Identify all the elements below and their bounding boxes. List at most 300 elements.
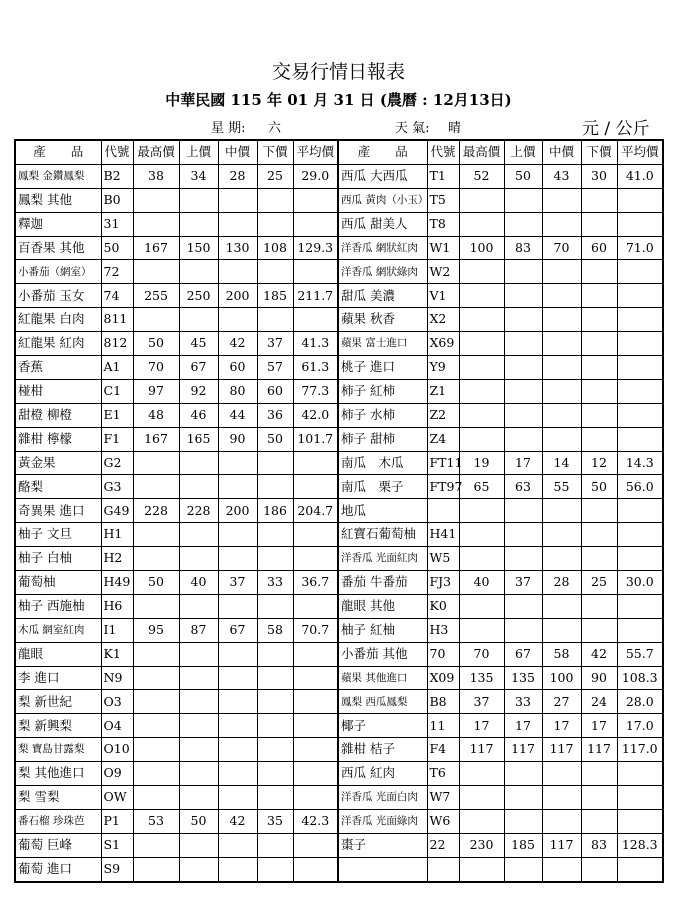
upper-price: 46 (179, 403, 218, 427)
table-row (15, 236, 663, 260)
average-price (293, 786, 338, 810)
upper-price: 83 (504, 236, 542, 260)
middle-price: 117 (542, 833, 581, 857)
product-name: 奇異果 進口 (15, 499, 101, 523)
lower-price: 60 (581, 236, 617, 260)
lower-price (581, 499, 617, 523)
product-name: 紅龍果 白肉 (15, 308, 101, 332)
lower-price: 12 (581, 451, 617, 475)
lower-price (581, 260, 617, 284)
middle-price (542, 284, 581, 308)
product-name: 梨 雪梨 (15, 786, 101, 810)
table-row (15, 475, 663, 499)
product-name: 柿子 水柿 (338, 403, 427, 427)
product-name: 葡萄 巨峰 (15, 833, 101, 857)
product-name: 南瓜 木瓜 (338, 451, 427, 475)
upper-price (179, 857, 218, 881)
lower-price: 17 (581, 714, 617, 738)
middle-price (542, 547, 581, 571)
upper-price: 185 (504, 833, 542, 857)
highest-price (133, 833, 179, 857)
middle-price: 14 (542, 451, 581, 475)
table-row (15, 738, 663, 762)
product-code (427, 499, 459, 523)
upper-price: 50 (504, 164, 542, 188)
upper-price (179, 833, 218, 857)
upper-price (179, 738, 218, 762)
average-price (617, 594, 663, 618)
header-middle-price: 中價 (218, 140, 257, 164)
middle-price: 27 (542, 690, 581, 714)
lower-price (581, 762, 617, 786)
highest-price (133, 857, 179, 881)
middle-price (542, 332, 581, 356)
product-code: B0 (101, 188, 133, 212)
product-name: 蘋果 秋香 (338, 308, 427, 332)
product-name: 小番茄（網室） (15, 260, 101, 284)
lower-price: 33 (257, 571, 293, 595)
upper-price: 33 (504, 690, 542, 714)
average-price (617, 762, 663, 786)
average-price (617, 379, 663, 403)
average-price (617, 332, 663, 356)
middle-price (218, 857, 257, 881)
product-code: H6 (101, 594, 133, 618)
table-row (15, 523, 663, 547)
lower-price: 58 (257, 618, 293, 642)
upper-price (504, 308, 542, 332)
weekday-label: 星 期: (211, 121, 246, 136)
upper-price (179, 690, 218, 714)
average-price: 77.3 (293, 379, 338, 403)
middle-price (542, 379, 581, 403)
highest-price (133, 308, 179, 332)
product-code (427, 857, 459, 881)
middle-price (542, 188, 581, 212)
middle-price (218, 475, 257, 499)
lower-price (581, 284, 617, 308)
product-code: O9 (101, 762, 133, 786)
product-name: 番石榴 珍珠芭 (15, 809, 101, 833)
lower-price (581, 308, 617, 332)
average-price (293, 714, 338, 738)
middle-price (542, 857, 581, 881)
weather-label: 天 氣: (395, 121, 430, 136)
upper-price (504, 523, 542, 547)
average-price: 14.3 (617, 451, 663, 475)
product-code: E1 (101, 403, 133, 427)
table-row (15, 762, 663, 786)
table-row (15, 164, 663, 188)
upper-price (179, 666, 218, 690)
lower-price (257, 714, 293, 738)
upper-price (504, 618, 542, 642)
product-code: G2 (101, 451, 133, 475)
average-price: 117.0 (617, 738, 663, 762)
product-code: W7 (427, 786, 459, 810)
middle-price (218, 188, 257, 212)
lower-price (257, 475, 293, 499)
product-code: K1 (101, 642, 133, 666)
product-code: Z4 (427, 427, 459, 451)
average-price (293, 642, 338, 666)
table-row (15, 332, 663, 356)
upper-price: 37 (504, 571, 542, 595)
highest-price (459, 786, 504, 810)
lower-price (257, 188, 293, 212)
product-code: O10 (101, 738, 133, 762)
highest-price (459, 594, 504, 618)
price-table-body (15, 140, 663, 882)
lower-price (581, 188, 617, 212)
upper-price (179, 188, 218, 212)
product-name: 柚子 文旦 (15, 523, 101, 547)
average-price (293, 857, 338, 881)
table-row (15, 188, 663, 212)
lower-price: 25 (257, 164, 293, 188)
highest-price (459, 379, 504, 403)
product-code: W2 (427, 260, 459, 284)
table-row (15, 666, 663, 690)
product-code: O4 (101, 714, 133, 738)
upper-price: 67 (504, 642, 542, 666)
highest-price (459, 618, 504, 642)
product-name: 龍眼 其他 (338, 594, 427, 618)
upper-price (504, 762, 542, 786)
product-name: 紅龍果 紅肉 (15, 332, 101, 356)
lower-price: 30 (581, 164, 617, 188)
upper-price: 17 (504, 451, 542, 475)
highest-price (459, 356, 504, 380)
highest-price: 167 (133, 427, 179, 451)
product-name: 柚子 白柚 (15, 547, 101, 571)
average-price (293, 738, 338, 762)
middle-price (542, 427, 581, 451)
table-row (15, 594, 663, 618)
highest-price (459, 260, 504, 284)
middle-price: 43 (542, 164, 581, 188)
average-price (617, 547, 663, 571)
highest-price: 65 (459, 475, 504, 499)
highest-price (459, 188, 504, 212)
average-price: 36.7 (293, 571, 338, 595)
weekday-value: 六 (268, 121, 282, 136)
lower-price (257, 212, 293, 236)
highest-price (459, 499, 504, 523)
upper-price: 34 (179, 164, 218, 188)
table-row (15, 308, 663, 332)
highest-price: 17 (459, 714, 504, 738)
highest-price: 97 (133, 379, 179, 403)
highest-price (133, 523, 179, 547)
product-code: G3 (101, 475, 133, 499)
product-code: N9 (101, 666, 133, 690)
upper-price (179, 642, 218, 666)
lower-price (257, 738, 293, 762)
product-name: 釋迦 (15, 212, 101, 236)
lower-price: 25 (581, 571, 617, 595)
middle-price (218, 523, 257, 547)
middle-price: 42 (218, 809, 257, 833)
average-price: 41.0 (617, 164, 663, 188)
lower-price (581, 594, 617, 618)
product-name: 龍眼 (15, 642, 101, 666)
weather-value: 晴 (448, 121, 462, 136)
middle-price (218, 594, 257, 618)
average-price (617, 523, 663, 547)
middle-price (542, 762, 581, 786)
upper-price (504, 212, 542, 236)
product-code: W6 (427, 809, 459, 833)
lower-price: 42 (581, 642, 617, 666)
lower-price: 37 (257, 332, 293, 356)
upper-price (504, 284, 542, 308)
product-name: 南瓜 栗子 (338, 475, 427, 499)
average-price (617, 356, 663, 380)
middle-price (218, 666, 257, 690)
highest-price (133, 451, 179, 475)
middle-price: 58 (542, 642, 581, 666)
upper-price: 92 (179, 379, 218, 403)
product-name: 棗子 (338, 833, 427, 857)
product-code: B2 (101, 164, 133, 188)
product-name: 蘋果 富士進口 (338, 332, 427, 356)
product-code: X09 (427, 666, 459, 690)
table-row (15, 786, 663, 810)
lower-price (257, 642, 293, 666)
report-title: 交易行情日報表 (271, 61, 405, 83)
upper-price: 117 (504, 738, 542, 762)
highest-price (133, 690, 179, 714)
product-code: 70 (427, 642, 459, 666)
product-code: Z2 (427, 403, 459, 427)
lower-price (257, 594, 293, 618)
lower-price: 186 (257, 499, 293, 523)
lower-price (581, 857, 617, 881)
upper-price: 63 (504, 475, 542, 499)
lower-price (257, 857, 293, 881)
upper-price: 67 (179, 356, 218, 380)
upper-price (504, 809, 542, 833)
upper-price: 165 (179, 427, 218, 451)
table-row (15, 809, 663, 833)
average-price (293, 666, 338, 690)
product-code: H1 (101, 523, 133, 547)
product-name: 紅寶石葡萄柚 (338, 523, 427, 547)
upper-price (179, 451, 218, 475)
upper-price (179, 762, 218, 786)
middle-price: 200 (218, 284, 257, 308)
product-name: 柿子 紅柿 (338, 379, 427, 403)
product-code: 50 (101, 236, 133, 260)
lower-price (581, 618, 617, 642)
lower-price: 36 (257, 403, 293, 427)
highest-price (459, 762, 504, 786)
middle-price (542, 260, 581, 284)
highest-price (133, 188, 179, 212)
upper-price (504, 499, 542, 523)
average-price: 42.3 (293, 809, 338, 833)
product-name: 地瓜 (338, 499, 427, 523)
table-row (15, 571, 663, 595)
average-price: 61.3 (293, 356, 338, 380)
lower-price (257, 260, 293, 284)
lower-price (257, 451, 293, 475)
lower-price: 90 (581, 666, 617, 690)
highest-price: 167 (133, 236, 179, 260)
average-price (617, 308, 663, 332)
lower-price: 35 (257, 809, 293, 833)
upper-price: 50 (179, 809, 218, 833)
middle-price: 55 (542, 475, 581, 499)
lower-price (581, 332, 617, 356)
highest-price: 100 (459, 236, 504, 260)
product-code: H3 (427, 618, 459, 642)
upper-price (504, 332, 542, 356)
product-name: 李 進口 (15, 666, 101, 690)
product-code: OW (101, 786, 133, 810)
average-price (617, 212, 663, 236)
price-table (14, 139, 664, 883)
upper-price: 135 (504, 666, 542, 690)
middle-price (218, 714, 257, 738)
header-lower-price: 下價 (257, 140, 293, 164)
middle-price (542, 403, 581, 427)
lower-price (581, 523, 617, 547)
average-price: 128.3 (617, 833, 663, 857)
product-name: 洋香瓜 網狀綠肉 (338, 260, 427, 284)
header-product-name: 產 品 (338, 140, 427, 164)
product-name: 柚子 西施柚 (15, 594, 101, 618)
highest-price (133, 594, 179, 618)
middle-price: 44 (218, 403, 257, 427)
price-unit: 元 / 公斤 (582, 119, 650, 139)
product-name: 番茄 牛番茄 (338, 571, 427, 595)
average-price: 55.7 (617, 642, 663, 666)
product-name: 梨 寶島甘露梨 (15, 738, 101, 762)
product-code: T5 (427, 188, 459, 212)
middle-price (542, 308, 581, 332)
lower-price (581, 403, 617, 427)
upper-price: 87 (179, 618, 218, 642)
product-name: 椰子 (338, 714, 427, 738)
lower-price (257, 666, 293, 690)
middle-price (542, 212, 581, 236)
middle-price (218, 260, 257, 284)
highest-price (459, 857, 504, 881)
middle-price: 28 (542, 571, 581, 595)
highest-price (459, 212, 504, 236)
average-price (293, 260, 338, 284)
middle-price (218, 451, 257, 475)
header-upper-price: 上價 (504, 140, 542, 164)
highest-price: 53 (133, 809, 179, 833)
product-code: G49 (101, 499, 133, 523)
average-price (293, 762, 338, 786)
highest-price: 52 (459, 164, 504, 188)
highest-price (133, 212, 179, 236)
product-code: I1 (101, 618, 133, 642)
upper-price: 45 (179, 332, 218, 356)
product-code: F4 (427, 738, 459, 762)
upper-price (504, 379, 542, 403)
header-average-price: 平均價 (617, 140, 663, 164)
average-price: 71.0 (617, 236, 663, 260)
middle-price: 70 (542, 236, 581, 260)
product-name: 鳳梨 金鑽鳳梨 (15, 164, 101, 188)
product-name: 雜柑 桔子 (338, 738, 427, 762)
upper-price (504, 594, 542, 618)
product-name: 雜柑 檸檬 (15, 427, 101, 451)
highest-price (133, 547, 179, 571)
table-row (15, 499, 663, 523)
product-code: B8 (427, 690, 459, 714)
middle-price: 28 (218, 164, 257, 188)
product-name: 甜橙 柳橙 (15, 403, 101, 427)
product-code: 74 (101, 284, 133, 308)
middle-price (218, 786, 257, 810)
average-price: 70.7 (293, 618, 338, 642)
lower-price (581, 427, 617, 451)
table-row (15, 260, 663, 284)
lower-price (581, 212, 617, 236)
header-average-price: 平均價 (293, 140, 338, 164)
lower-price (581, 809, 617, 833)
product-code: 11 (427, 714, 459, 738)
middle-price (218, 762, 257, 786)
lower-price (257, 547, 293, 571)
middle-price: 100 (542, 666, 581, 690)
product-code: FT11 (427, 451, 459, 475)
middle-price (218, 690, 257, 714)
lower-price: 50 (581, 475, 617, 499)
highest-price: 135 (459, 666, 504, 690)
highest-price (459, 427, 504, 451)
middle-price (542, 499, 581, 523)
header-highest-price: 最高價 (459, 140, 504, 164)
upper-price (179, 212, 218, 236)
product-name: 洋香瓜 光面紅肉 (338, 547, 427, 571)
product-name: 柚子 紅柚 (338, 618, 427, 642)
product-name: 鳳梨 其他 (15, 188, 101, 212)
highest-price (459, 547, 504, 571)
average-price (293, 212, 338, 236)
product-code: 72 (101, 260, 133, 284)
lower-price (257, 786, 293, 810)
average-price (293, 833, 338, 857)
product-code: FJ3 (427, 571, 459, 595)
product-name: 梨 其他進口 (15, 762, 101, 786)
table-header-row (15, 140, 663, 164)
average-price: 129.3 (293, 236, 338, 260)
product-name: 梨 新興梨 (15, 714, 101, 738)
middle-price (218, 738, 257, 762)
product-code: S1 (101, 833, 133, 857)
header-product-code: 代號 (427, 140, 459, 164)
product-name: 酪梨 (15, 475, 101, 499)
middle-price: 80 (218, 379, 257, 403)
highest-price (133, 260, 179, 284)
lower-price (581, 379, 617, 403)
average-price: 30.0 (617, 571, 663, 595)
upper-price (504, 547, 542, 571)
upper-price (179, 523, 218, 547)
lower-price (257, 690, 293, 714)
product-name: 椪柑 (15, 379, 101, 403)
average-price (617, 284, 663, 308)
highest-price: 117 (459, 738, 504, 762)
product-code: P1 (101, 809, 133, 833)
